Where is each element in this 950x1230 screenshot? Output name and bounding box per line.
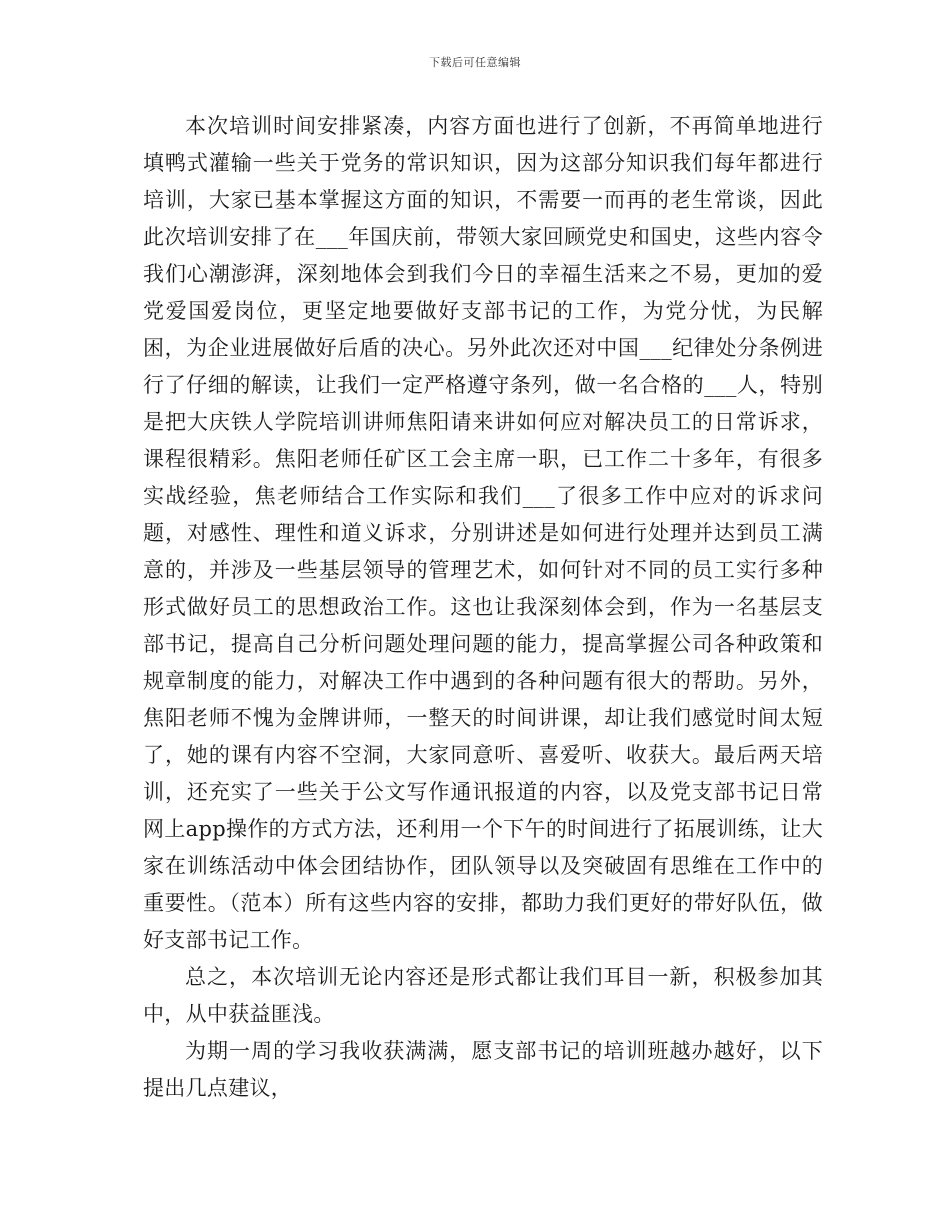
page-header: 下载后可任意编辑 bbox=[429, 56, 521, 69]
paragraph-suggestions-intro: 为期一周的学习我收获满满，愿支部书记的培训班越办越好，以下提出几点建议， bbox=[143, 1039, 823, 1100]
paragraph-training-summary: 本次培训时间安排紧凑，内容方面也进行了创新，不再简单地进行填鸭式灌输一些关于党务的常识知识，因为这部分知识我们每年都进行培训，大家已基本掌握这方面的知识，不需要一而再的老生常谈，因此此次培训安排了在___年国庆前，带领大家回顾党史和国史，这些内容令我们心潮澎湃，深刻地体会到我们今日的幸福生活来之不易，更加的爱党爱国爱岗位，更坚定地要做好支部书记的工作，为党分忧，为民解困，为企业进展做好后盾的决心。另外此次还对中国___纪律处分条例进行了仔细的解读，让我们一定严格遵守条列，做一名合格的___人，特别是把大庆铁人学院培训讲师焦阳请来讲如何应对解决员工的日常诉求，课程很精彩。焦阳老师任矿区工会主席一职，已工作二十多年，有很多实战经验，焦老师结合工作实际和我们___了很多工作中应对的诉求问题，对感性、理性和道义诉求，分别讲述是如何进行处理并达到员工满意的，并涉及一些基层领导的管理艺术，如何针对不同的员工实行多种形式做好员工的思想政治工作。这也让我深刻体会到，作为一名基层支部书记，提高自己分析问题处理问题的能力，提高掌握公司各种政策和规章制度的能力，对解决工作中遇到的各种问题有很大的帮助。另外，焦阳老师不愧为金牌讲师，一整天的时间讲课，却让我们感觉时间太短了，她的课有内容不空洞，大家同意听、喜爱听、收获大。最后两天培训，还充实了一些关于公文写作通讯报道的内容，以及党支部书记日常网上app操作的方式方法，还利用一个下午的时间进行了拓展训练，让大家在训练活动中体会团结协作，团队领导以及突破固有思维在工作中的重要性。（范本）所有这些内容的安排，都助力我们更好的带好队伍，做好支部书记工作。 bbox=[143, 114, 823, 952]
document-body bbox=[143, 108, 823, 1107]
paragraph-conclusion: 总之，本次培训无论内容还是形式都让我们耳目一新，积极参加其中，从中获益匪浅。 bbox=[143, 965, 823, 1026]
